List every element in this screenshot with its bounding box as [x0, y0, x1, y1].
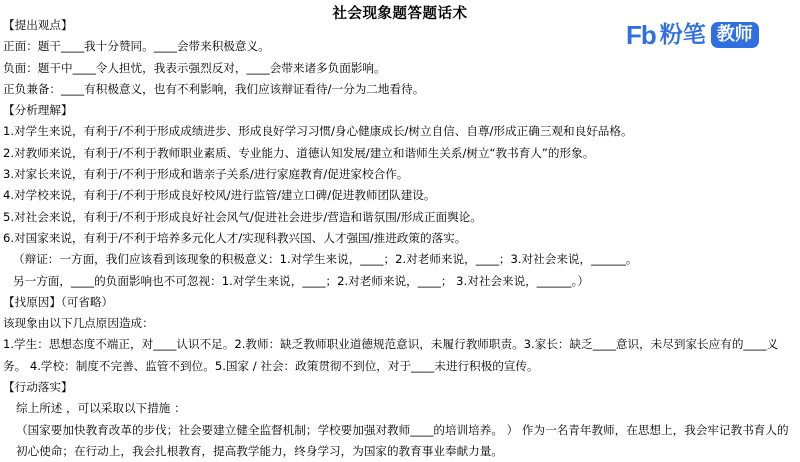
logo-name: 粉笔 — [659, 22, 706, 48]
section-heading-causes: 【找原因】（可省略） — [3, 294, 114, 309]
text-paragraph: 1.学生：思想态度不端正，对____认识不足。2.教师：缺乏教师职业道德规范意识，未履行教师职责。3.家长：缺乏____意识，未尽到家长应有的____义务。 4.学校：制度不完善、监管不到位。5.国家 / 社会：政策贯彻不到位，对于____未进行积极的宣传。 — [3, 337, 779, 373]
text-line: 6.对国家来说，有利于/不利于培养多元化人才/实现科教兴国、人才强国/推进政策的落实。 — [3, 230, 467, 245]
section-heading-viewpoint: 【提出观点】 — [3, 18, 73, 32]
text-line: 该现象由以下几点原因造成： — [3, 316, 154, 331]
logo-badge: 教师 — [711, 22, 759, 48]
text-line: 5.对社会来说，有利于/不利于形成良好社会风气/促进社会进步/营造和谐氛围/形成正面舆论。 — [3, 209, 482, 224]
text-line: 1.对学生来说，有利于/不利于形成成绩进步、形成良好学习习惯/身心健康成长/树立自信、自尊/形成正确三观和良好品格。 — [3, 124, 633, 139]
text-line: 4.对学校来说，有利于/不利于形成良好校风/进行监管/建立口碑/促进教师团队建设。 — [3, 188, 436, 203]
fenbi-logo-icon: Fb — [626, 20, 656, 50]
page-title: 社会现象题答题话术 — [332, 6, 468, 22]
text-line: 正面：题干____我十分赞同。____会带来积极意义。 — [3, 39, 270, 54]
text-line: 正负兼备：____有积极意义，也有不利影响，我们应该辩证看待/一分为二地看待。 — [3, 81, 425, 96]
text-paragraph: （国家要加快教育改革的步伐；社会要建立健全监督机制；学校要加强对教师____的培训培养。 ） 作为一名青年教师，在思想上，我会牢记教书育人的初心使命；在行动上，我会扎根教育，提高教学能力，终身学习，为国家的教育事业奉献力量。 — [16, 422, 789, 458]
text-line: 负面：题干中____令人担忧，我表示强烈反对，____会带来诸多负面影响。 — [3, 60, 386, 75]
text-line: （辩证：一方面，我们应该看到该现象的积极意义：1.对学生来说，____；2.对老师来说，____；3.对社会来说，______。 — [13, 252, 638, 267]
section-heading-action: 【行动落实】 — [3, 380, 73, 395]
document-body — [3, 15, 798, 462]
text-line: 另一方面，____的负面影响也不可忽视：1.对学生来说，____；2.对老师来说，____； 3.对社会来说，______。） — [13, 273, 589, 288]
text-line: 3.对家长来说，有利于/不利于形成和谐亲子关系/进行家庭教育/促进家校合作。 — [3, 167, 409, 182]
text-line: 2.对教师来说，有利于/不利于教师职业素质、专业能力、道德认知发展/建立和谐师生关系/树立“教书育人”的形象。 — [3, 145, 595, 160]
section-heading-analysis: 【分析理解】 — [3, 103, 73, 118]
text-line: 综上所述 ，可以采取以下措施 ： — [16, 401, 186, 416]
